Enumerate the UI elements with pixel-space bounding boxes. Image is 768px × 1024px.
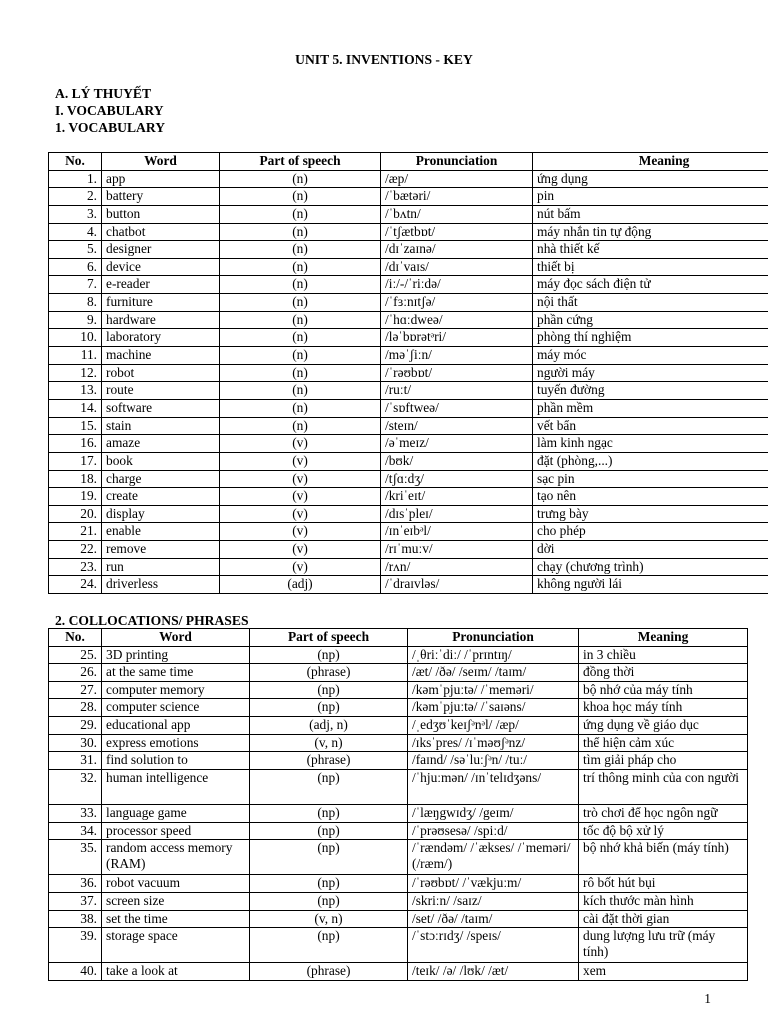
cell-pronunciation: /ˈrændəm/ /ˈækses/ /ˈmeməri/ (/ræm/) — [408, 840, 579, 875]
cell-no: 37. — [49, 892, 102, 910]
cell-part-of-speech: (np) — [250, 875, 408, 893]
table-row — [49, 488, 768, 506]
cell-word: at the same time — [102, 664, 250, 682]
cell-no: 16. — [49, 435, 102, 453]
cell-meaning: dời — [533, 541, 768, 559]
cell-word: random access memory (RAM) — [102, 840, 250, 875]
cell-word: button — [102, 205, 220, 223]
cell-word: computer science — [102, 699, 250, 717]
cell-pronunciation: /kəmˈpjuːtə/ /ˈmeməri/ — [408, 681, 579, 699]
table-row — [49, 963, 748, 981]
cell-word: enable — [102, 523, 220, 541]
cell-pronunciation: /ˈrəʊbɒt/ — [381, 364, 533, 382]
cell-no: 10. — [49, 329, 102, 347]
cell-part-of-speech: (n) — [220, 223, 381, 241]
cell-pronunciation: /kəmˈpjuːtə/ /ˈsaɪəns/ — [408, 699, 579, 717]
cell-no: 40. — [49, 963, 102, 981]
cell-no: 21. — [49, 523, 102, 541]
cell-part-of-speech: (adj) — [220, 576, 381, 594]
cell-meaning: trò chơi để học ngôn ngữ — [579, 804, 748, 822]
cell-part-of-speech: (n) — [220, 188, 381, 206]
cell-word: machine — [102, 347, 220, 365]
cell-meaning: bộ nhớ của máy tính — [579, 681, 748, 699]
cell-no: 35. — [49, 840, 102, 875]
cell-part-of-speech: (v) — [220, 452, 381, 470]
table-header-row — [49, 629, 748, 647]
cell-word: run — [102, 558, 220, 576]
cell-word: robot vacuum — [102, 875, 250, 893]
table-row — [49, 382, 768, 400]
cell-meaning: thiết bị — [533, 258, 768, 276]
cell-word: charge — [102, 470, 220, 488]
cell-pronunciation: /dɪˈzaɪnə/ — [381, 241, 533, 259]
table-row — [49, 875, 748, 893]
cell-part-of-speech: (n) — [220, 417, 381, 435]
cell-meaning: cài đặt thời gian — [579, 910, 748, 928]
cell-part-of-speech: (v) — [220, 558, 381, 576]
cell-meaning: làm kinh ngạc — [533, 435, 768, 453]
collocations-subheading: 2. COLLOCATIONS/ PHRASES — [55, 613, 249, 628]
cell-pronunciation: /ˈrəʊbɒt/ /ˈvækjuːm/ — [408, 875, 579, 893]
cell-pronunciation: /teɪk/ /ə/ /lʊk/ /æt/ — [408, 963, 579, 981]
table-row — [49, 541, 768, 559]
table-row — [49, 822, 748, 840]
cell-pronunciation: /dɪˈvaɪs/ — [381, 258, 533, 276]
cell-part-of-speech: (v) — [220, 541, 381, 559]
cell-pronunciation: /ləˈbɒrətᵊri/ — [381, 329, 533, 347]
cell-no: 25. — [49, 646, 102, 664]
cell-word: human intelligence — [102, 769, 250, 804]
cell-no: 28. — [49, 699, 102, 717]
cell-meaning: trưng bày — [533, 505, 768, 523]
cell-part-of-speech: (v) — [220, 488, 381, 506]
cell-pronunciation: /ˈdraɪvləs/ — [381, 576, 533, 594]
cell-meaning: đặt (phòng,...) — [533, 452, 768, 470]
table-row — [49, 276, 768, 294]
cell-meaning: chạy (chương trình) — [533, 558, 768, 576]
cell-meaning: người máy — [533, 364, 768, 382]
table-row — [49, 910, 748, 928]
cell-meaning: vết bẩn — [533, 417, 768, 435]
cell-part-of-speech: (adj, n) — [250, 716, 408, 734]
cell-pronunciation: /dɪsˈpleɪ/ — [381, 505, 533, 523]
cell-pronunciation: /æt/ /ðə/ /seɪm/ /taɪm/ — [408, 664, 579, 682]
cell-no: 38. — [49, 910, 102, 928]
cell-meaning: nút bấm — [533, 205, 768, 223]
cell-no: 17. — [49, 452, 102, 470]
cell-meaning: in 3 chiều — [579, 646, 748, 664]
cell-meaning: tạo nên — [533, 488, 768, 506]
cell-word: software — [102, 399, 220, 417]
cell-pronunciation: /ɪksˈpres/ /ɪˈməʊʃᵊnz/ — [408, 734, 579, 752]
cell-meaning: máy móc — [533, 347, 768, 365]
header-meaning: Meaning — [533, 153, 768, 171]
cell-word: processor speed — [102, 822, 250, 840]
cell-no: 19. — [49, 488, 102, 506]
cell-part-of-speech: (phrase) — [250, 664, 408, 682]
cell-part-of-speech: (n) — [220, 382, 381, 400]
cell-word: educational app — [102, 716, 250, 734]
table-row — [49, 752, 748, 770]
cell-part-of-speech: (n) — [220, 276, 381, 294]
table-row — [49, 435, 768, 453]
cell-no: 13. — [49, 382, 102, 400]
cell-pronunciation: /ˈfɜːnɪtʃə/ — [381, 294, 533, 312]
cell-no: 2. — [49, 188, 102, 206]
cell-word: laboratory — [102, 329, 220, 347]
table-row — [49, 699, 748, 717]
cell-no: 32. — [49, 769, 102, 804]
table-row — [49, 523, 768, 541]
cell-pronunciation: /ˈlæŋgwɪdʒ/ /geɪm/ — [408, 804, 579, 822]
cell-meaning: dung lượng lưu trữ (máy tính) — [579, 928, 748, 963]
cell-meaning: tuyến đường — [533, 382, 768, 400]
cell-no: 14. — [49, 399, 102, 417]
cell-pronunciation: /æp/ — [381, 170, 533, 188]
cell-no: 31. — [49, 752, 102, 770]
cell-meaning: phần cứng — [533, 311, 768, 329]
cell-no: 33. — [49, 804, 102, 822]
cell-part-of-speech: (n) — [220, 205, 381, 223]
cell-word: amaze — [102, 435, 220, 453]
cell-part-of-speech: (phrase) — [250, 752, 408, 770]
cell-part-of-speech: (v) — [220, 523, 381, 541]
cell-part-of-speech: (n) — [220, 399, 381, 417]
header-no: No. — [49, 153, 102, 171]
cell-pronunciation: /ˈprəʊsesə/ /spiːd/ — [408, 822, 579, 840]
cell-no: 4. — [49, 223, 102, 241]
table-row — [49, 347, 768, 365]
table-row — [49, 576, 768, 594]
cell-part-of-speech: (n) — [220, 347, 381, 365]
vocabulary-part-heading: I. VOCABULARY — [55, 103, 164, 118]
cell-meaning: sạc pin — [533, 470, 768, 488]
table-row — [49, 364, 768, 382]
cell-no: 30. — [49, 734, 102, 752]
table-row — [49, 223, 768, 241]
cell-no: 1. — [49, 170, 102, 188]
table-row — [49, 558, 768, 576]
table-row — [49, 311, 768, 329]
cell-no: 18. — [49, 470, 102, 488]
cell-pronunciation: /steɪn/ — [381, 417, 533, 435]
cell-meaning: máy đọc sách điện tử — [533, 276, 768, 294]
table-row — [49, 734, 748, 752]
table-row — [49, 452, 768, 470]
cell-meaning: pin — [533, 188, 768, 206]
cell-part-of-speech: (np) — [250, 681, 408, 699]
cell-word: stain — [102, 417, 220, 435]
cell-part-of-speech: (np) — [250, 928, 408, 963]
cell-word: hardware — [102, 311, 220, 329]
cell-part-of-speech: (n) — [220, 241, 381, 259]
cell-no: 36. — [49, 875, 102, 893]
cell-no: 26. — [49, 664, 102, 682]
cell-no: 15. — [49, 417, 102, 435]
cell-pronunciation: /əˈmeɪz/ — [381, 435, 533, 453]
header-pronunciation: Pronunciation — [408, 629, 579, 647]
cell-meaning: kích thước màn hình — [579, 892, 748, 910]
cell-meaning: cho phép — [533, 523, 768, 541]
cell-pronunciation: /ˈsɒftweə/ — [381, 399, 533, 417]
cell-meaning: đồng thời — [579, 664, 748, 682]
cell-no: 29. — [49, 716, 102, 734]
cell-word: driverless — [102, 576, 220, 594]
cell-pronunciation: /kriˈeɪt/ — [381, 488, 533, 506]
cell-part-of-speech: (n) — [220, 329, 381, 347]
header-meaning: Meaning — [579, 629, 748, 647]
cell-meaning: thể hiện cảm xúc — [579, 734, 748, 752]
cell-no: 20. — [49, 505, 102, 523]
cell-meaning: không người lái — [533, 576, 768, 594]
cell-meaning: nhà thiết kế — [533, 241, 768, 259]
cell-pronunciation: /set/ /ðə/ /taɪm/ — [408, 910, 579, 928]
table-row — [49, 646, 748, 664]
cell-meaning: máy nhắn tin tự động — [533, 223, 768, 241]
header-word: Word — [102, 153, 220, 171]
cell-no: 6. — [49, 258, 102, 276]
cell-pronunciation: /məˈʃiːn/ — [381, 347, 533, 365]
cell-no: 9. — [49, 311, 102, 329]
cell-part-of-speech: (n) — [220, 311, 381, 329]
cell-part-of-speech: (v, n) — [250, 734, 408, 752]
cell-word: set the time — [102, 910, 250, 928]
cell-part-of-speech: (n) — [220, 364, 381, 382]
cell-word: express emotions — [102, 734, 250, 752]
cell-part-of-speech: (np) — [250, 840, 408, 875]
cell-no: 34. — [49, 822, 102, 840]
table-row — [49, 716, 748, 734]
cell-word: computer memory — [102, 681, 250, 699]
table-row — [49, 664, 748, 682]
cell-meaning: xem — [579, 963, 748, 981]
cell-word: remove — [102, 541, 220, 559]
cell-part-of-speech: (n) — [220, 170, 381, 188]
table-row — [49, 804, 748, 822]
cell-no: 11. — [49, 347, 102, 365]
cell-pronunciation: /ˈbʌtn/ — [381, 205, 533, 223]
cell-word: app — [102, 170, 220, 188]
section-a-heading: A. LÝ THUYẾT — [55, 86, 152, 101]
cell-no: 5. — [49, 241, 102, 259]
cell-pronunciation: /skriːn/ /saɪz/ — [408, 892, 579, 910]
cell-pronunciation: /ˈtʃætbɒt/ — [381, 223, 533, 241]
table-row — [49, 892, 748, 910]
table-row — [49, 241, 768, 259]
cell-word: find solution to — [102, 752, 250, 770]
cell-no: 23. — [49, 558, 102, 576]
cell-meaning: nội thất — [533, 294, 768, 312]
table-row — [49, 329, 768, 347]
collocations-table — [48, 628, 748, 981]
table-row — [49, 170, 768, 188]
cell-word: battery — [102, 188, 220, 206]
cell-part-of-speech: (np) — [250, 892, 408, 910]
cell-part-of-speech: (n) — [220, 258, 381, 276]
header-part-of-speech: Part of speech — [220, 153, 381, 171]
cell-pronunciation: /ˌedʒʊˈkeɪʃᵊnᵊl/ /æp/ — [408, 716, 579, 734]
table-header-row — [49, 153, 768, 171]
cell-part-of-speech: (v) — [220, 435, 381, 453]
cell-word: chatbot — [102, 223, 220, 241]
cell-no: 8. — [49, 294, 102, 312]
cell-pronunciation: /iː/-/ˈriːdə/ — [381, 276, 533, 294]
vocabulary-subheading: 1. VOCABULARY — [55, 120, 166, 135]
table-row — [49, 681, 748, 699]
cell-pronunciation: /ˌθriːˈdiː/ /ˈprɪntɪŋ/ — [408, 646, 579, 664]
page-number: 1 — [704, 991, 711, 1006]
cell-pronunciation: /ruːt/ — [381, 382, 533, 400]
cell-word: designer — [102, 241, 220, 259]
cell-part-of-speech: (n) — [220, 294, 381, 312]
cell-part-of-speech: (v) — [220, 470, 381, 488]
cell-part-of-speech: (np) — [250, 646, 408, 664]
header-pronunciation: Pronunciation — [381, 153, 533, 171]
cell-meaning: tìm giải pháp cho — [579, 752, 748, 770]
cell-meaning: tốc độ bộ xử lý — [579, 822, 748, 840]
cell-word: create — [102, 488, 220, 506]
cell-part-of-speech: (v) — [220, 505, 381, 523]
cell-pronunciation: /ˈstɔːrɪdʒ/ /speɪs/ — [408, 928, 579, 963]
header-word: Word — [102, 629, 250, 647]
cell-no: 27. — [49, 681, 102, 699]
table-row — [49, 417, 768, 435]
table-row — [49, 928, 748, 963]
cell-pronunciation: /ˈhɑːdweə/ — [381, 311, 533, 329]
cell-word: take a look at — [102, 963, 250, 981]
cell-pronunciation: /ɪnˈeɪbᵊl/ — [381, 523, 533, 541]
table-row — [49, 769, 748, 804]
table-row — [49, 205, 768, 223]
cell-pronunciation: /ˈhjuːmən/ /ɪnˈtelɪdʒəns/ — [408, 769, 579, 804]
cell-pronunciation: /rɪˈmuːv/ — [381, 541, 533, 559]
cell-word: e-reader — [102, 276, 220, 294]
cell-word: book — [102, 452, 220, 470]
cell-meaning: ứng dụng — [533, 170, 768, 188]
table-row — [49, 294, 768, 312]
header-part-of-speech: Part of speech — [250, 629, 408, 647]
vocabulary-table — [48, 152, 768, 594]
table-row — [49, 399, 768, 417]
cell-word: screen size — [102, 892, 250, 910]
cell-word: furniture — [102, 294, 220, 312]
cell-pronunciation: /rʌn/ — [381, 558, 533, 576]
cell-meaning: khoa học máy tính — [579, 699, 748, 717]
cell-no: 3. — [49, 205, 102, 223]
cell-meaning: bộ nhớ khả biến (máy tính) — [579, 840, 748, 875]
cell-meaning: phần mềm — [533, 399, 768, 417]
cell-meaning: rô bốt hút bụi — [579, 875, 748, 893]
cell-part-of-speech: (phrase) — [250, 963, 408, 981]
cell-word: device — [102, 258, 220, 276]
cell-no: 12. — [49, 364, 102, 382]
cell-word: display — [102, 505, 220, 523]
table-row — [49, 840, 748, 875]
cell-meaning: phòng thí nghiệm — [533, 329, 768, 347]
table-row — [49, 505, 768, 523]
table-row — [49, 188, 768, 206]
cell-no: 39. — [49, 928, 102, 963]
cell-word: storage space — [102, 928, 250, 963]
cell-meaning: ứng dụng về giáo dục — [579, 716, 748, 734]
cell-meaning: trí thông minh của con người — [579, 769, 748, 804]
table-row — [49, 258, 768, 276]
cell-part-of-speech: (np) — [250, 769, 408, 804]
cell-part-of-speech: (np) — [250, 822, 408, 840]
cell-no: 24. — [49, 576, 102, 594]
cell-part-of-speech: (np) — [250, 699, 408, 717]
table-row — [49, 470, 768, 488]
cell-part-of-speech: (v, n) — [250, 910, 408, 928]
cell-pronunciation: /tʃɑːdʒ/ — [381, 470, 533, 488]
cell-word: robot — [102, 364, 220, 382]
cell-no: 22. — [49, 541, 102, 559]
cell-part-of-speech: (np) — [250, 804, 408, 822]
document-title: UNIT 5. INVENTIONS - KEY — [295, 52, 473, 67]
cell-word: language game — [102, 804, 250, 822]
cell-pronunciation: /faɪnd/ /səˈluːʃᵊn/ /tuː/ — [408, 752, 579, 770]
cell-pronunciation: /ˈbætəri/ — [381, 188, 533, 206]
cell-pronunciation: /bʊk/ — [381, 452, 533, 470]
cell-word: route — [102, 382, 220, 400]
header-no: No. — [49, 629, 102, 647]
cell-word: 3D printing — [102, 646, 250, 664]
cell-no: 7. — [49, 276, 102, 294]
